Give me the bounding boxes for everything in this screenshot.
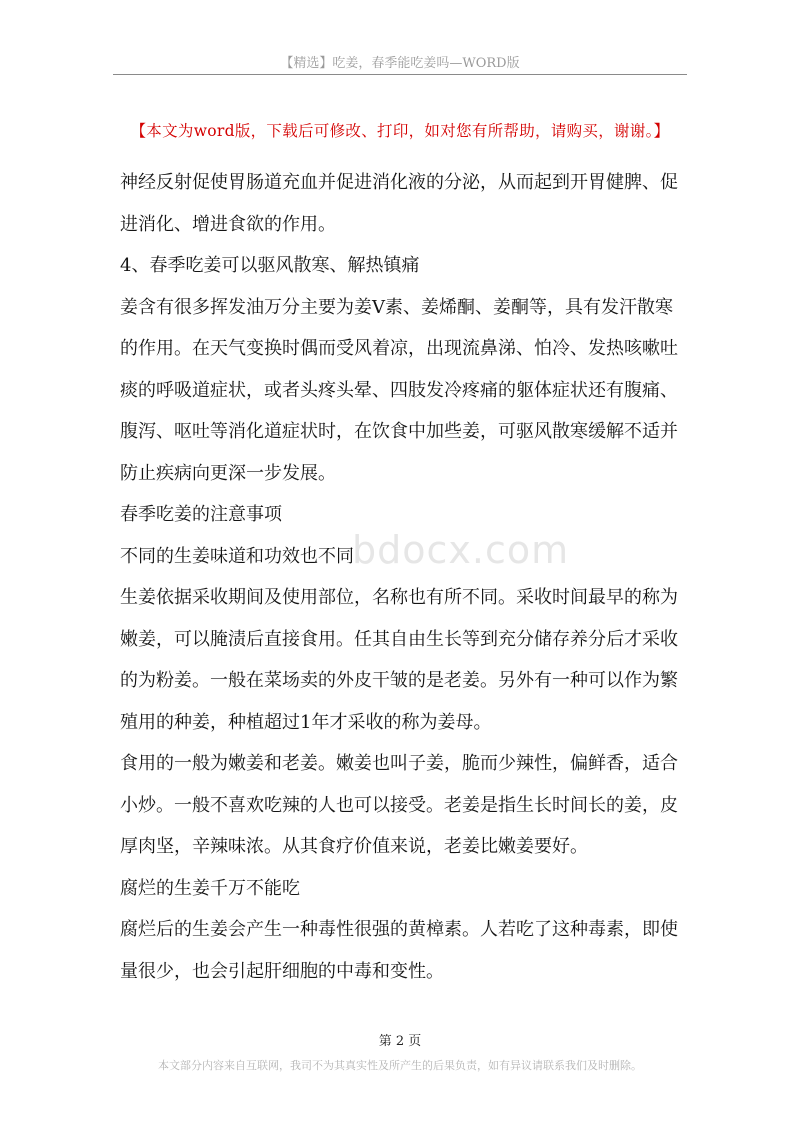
paragraph: 腐烂后的生姜会产生一种毒性很强的黄樟素。人若吃了这种毒素，即使量很少，也会引起肝细胞的中毒和变性。 xyxy=(120,919,678,982)
page-number: 第 2 页 xyxy=(378,1034,422,1049)
footer-disclaimer: 本文部分内容来自互联网，我司不为其真实性及所产生的后果负责，如有异议请联系我们及时删除。 xyxy=(158,1059,642,1072)
paragraph: 生姜依据采收期间及使用部位，名称也有所不同。采收时间最早的称为嫩姜，可以腌渍后直接食用。任其自由生长等到充分储存养分后才采收的为粉姜。一般在菜场卖的外皮干皱的是老姜。另外有一种可以作为繁殖用的种姜，种植超过1年才采收的称为姜母。 xyxy=(120,587,678,733)
purchase-notice: 【本文为word版，下载后可修改、打印，如对您有所帮助，请购买，谢谢。】 xyxy=(130,122,670,140)
section-heading: 4、春季吃姜可以驱风散寒、解热镇痛 xyxy=(120,255,420,276)
page-header-title: 【精选】吃姜，春季能吃姜吗—WORD版 xyxy=(280,56,520,71)
header-divider xyxy=(113,74,687,75)
section-heading: 不同的生姜味道和功效也不同 xyxy=(120,545,354,567)
section-heading: 腐烂的生姜千万不能吃 xyxy=(120,877,300,899)
paragraph: 姜含有很多挥发油万分主要为姜Ⅴ素、姜烯酮、姜酮等，具有发汗散寒的作用。在天气变换时偶而受风着凉，出现流鼻涕、怕冷、发热咳嗽吐痰的呼吸道症状，或者头疼头晕、四肢发冷疼痛的躯体症状还有腹痛、腹泻、呕吐等消化道症状时，在饮食中加些姜，可驱风散寒缓解不适并防止疾病向更深一步发展。 xyxy=(120,296,678,484)
document-body xyxy=(120,162,685,992)
paragraph: 食用的一般为嫩姜和老姜。嫩姜也叫子姜，脆而少辣性，偏鲜香，适合小炒。一般不喜欢吃辣的人也可以接受。老姜是指生长时间长的姜，皮厚肉坚，辛辣味浓。从其食疗价值来说，老姜比嫩姜要好。 xyxy=(120,753,678,857)
section-heading: 春季吃姜的注意事项 xyxy=(120,504,282,525)
paragraph: 神经反射促使胃肠道充血并促进消化液的分泌，从而起到开胃健脾、促进消化、增进食欲的作用。 xyxy=(120,172,678,235)
watermark-text: bdocx.com xyxy=(352,528,570,572)
